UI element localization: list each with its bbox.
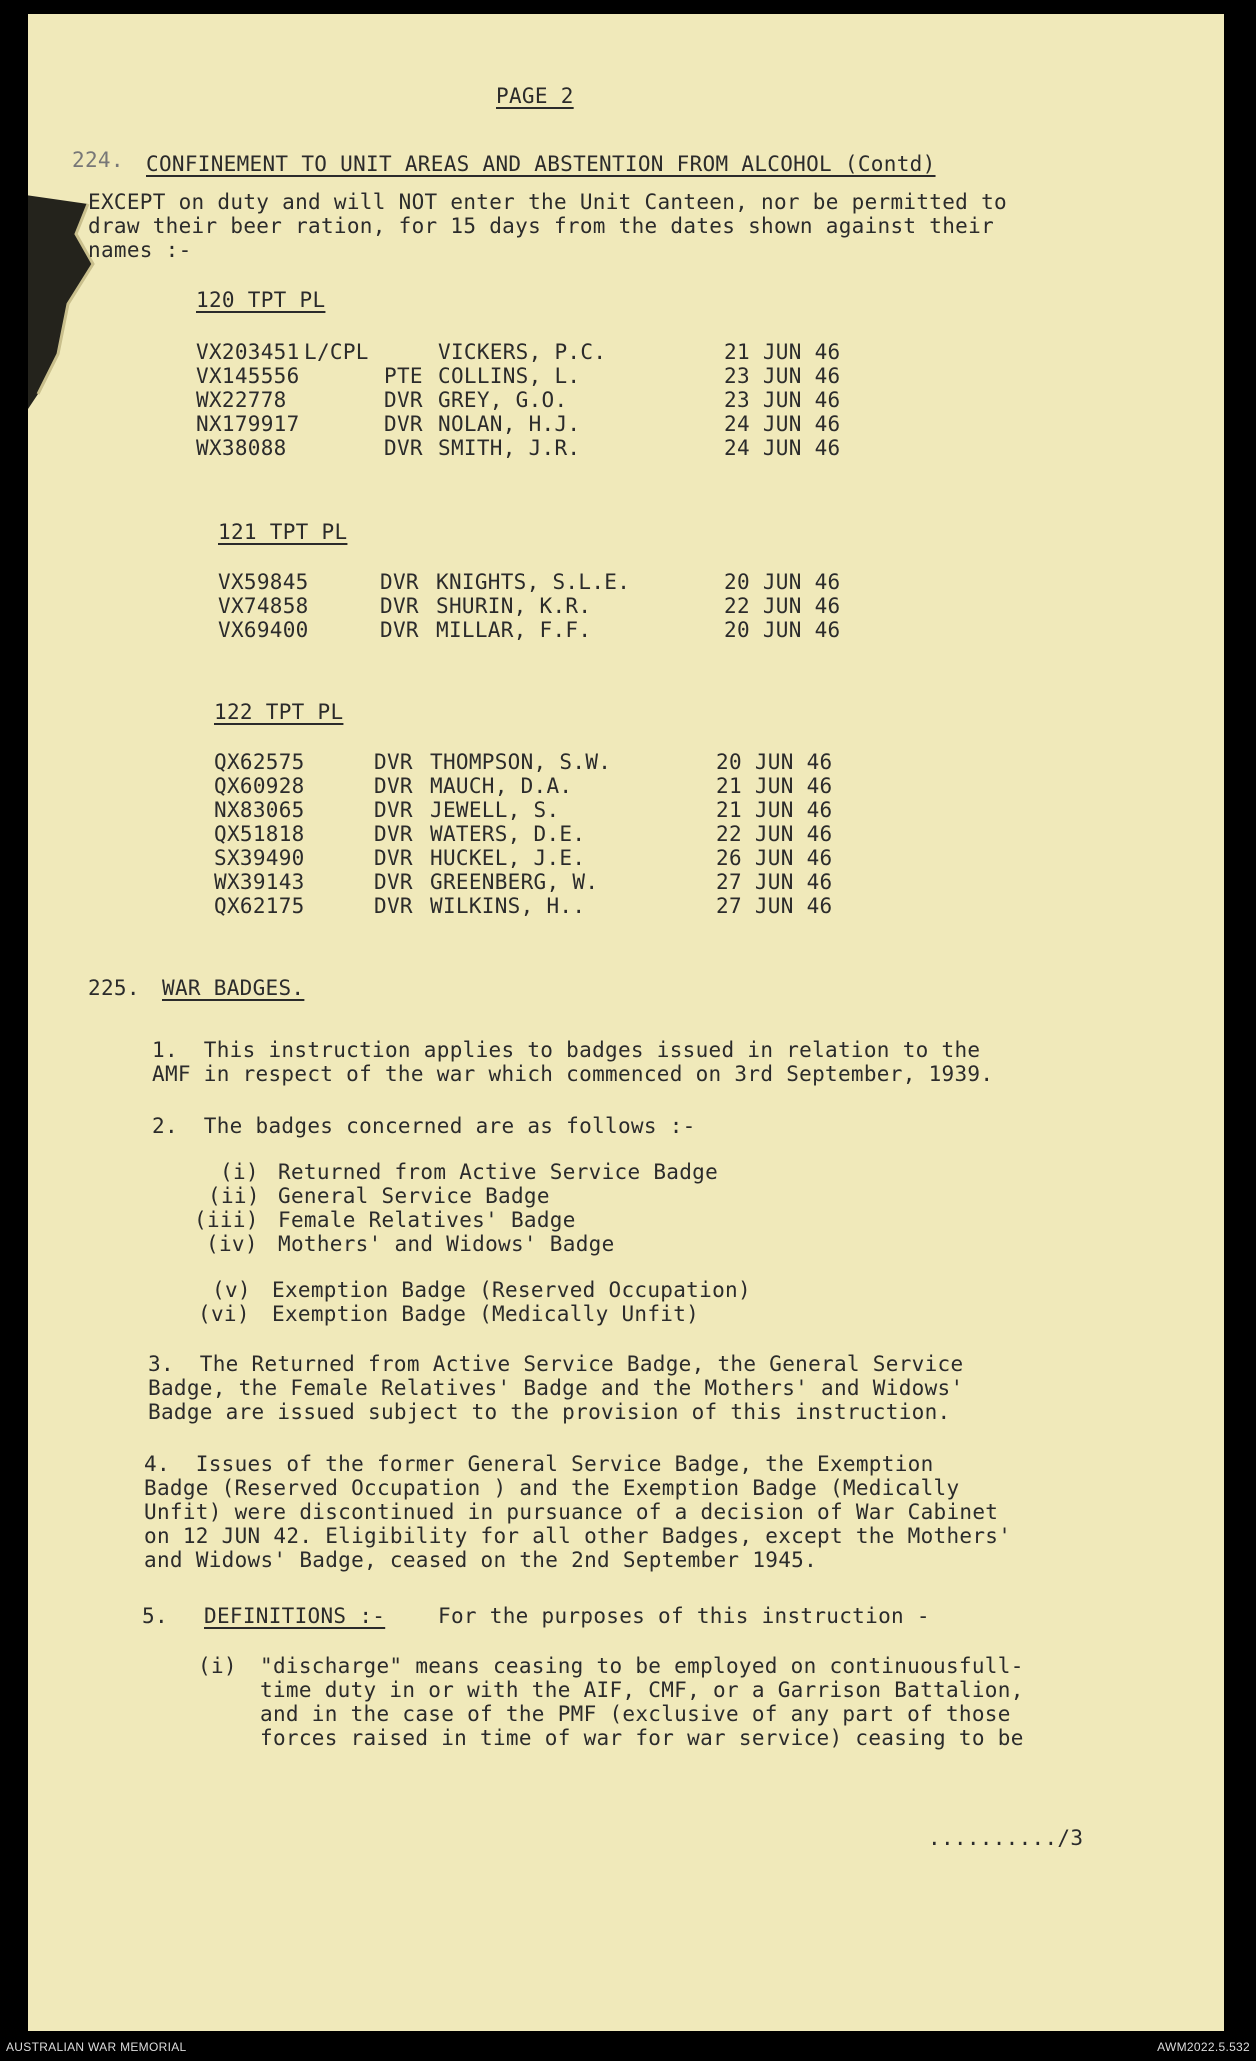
- badge-name: General Service Badge: [278, 1184, 550, 1208]
- definition-number: (i): [198, 1654, 237, 1678]
- paragraph-line: 1. This instruction applies to badges issued in relation to the: [152, 1038, 981, 1062]
- soldier-name: KNIGHTS, S.L.E.: [436, 570, 631, 594]
- badge-number: (v): [212, 1278, 251, 1302]
- rank: DVR: [380, 570, 419, 594]
- intro-line: names :-: [88, 238, 192, 262]
- section-224-number: 224.: [72, 148, 124, 172]
- archive-footer: [0, 2033, 1256, 2061]
- rank: DVR: [374, 894, 413, 918]
- rank: DVR: [374, 774, 413, 798]
- paragraph-number: 5.: [142, 1604, 168, 1628]
- badge-name: Returned from Active Service Badge: [278, 1160, 719, 1184]
- date: 26 JUN 46: [716, 846, 833, 870]
- rank: DVR: [374, 822, 413, 846]
- definitions-label: DEFINITIONS :-: [204, 1604, 386, 1628]
- definition-line: and in the case of the PMF (exclusive of any part of those: [260, 1702, 1011, 1726]
- soldier-name: GREENBERG, W.: [430, 870, 599, 894]
- date: 21 JUN 46: [716, 774, 833, 798]
- date: 24 JUN 46: [724, 436, 841, 460]
- document-page: [28, 14, 1224, 2031]
- service-number: QX62175: [214, 894, 305, 918]
- paragraph-line: 3. The Returned from Active Service Badge, the General Service: [148, 1352, 964, 1376]
- soldier-name: SHURIN, K.R.: [436, 594, 592, 618]
- rank: DVR: [384, 436, 423, 460]
- definition-line: forces raised in time of war for war service) ceasing to be: [260, 1726, 1024, 1750]
- soldier-name: JEWELL, S.: [430, 798, 560, 822]
- date: 23 JUN 46: [724, 364, 841, 388]
- rank: DVR: [380, 618, 419, 642]
- soldier-name: THOMPSON, S.W.: [430, 750, 612, 774]
- service-number: QX60928: [214, 774, 305, 798]
- badge-name: Female Relatives' Badge: [278, 1208, 576, 1232]
- paragraph-line: AMF in respect of the war which commenced on 3rd September, 1939.: [152, 1062, 994, 1086]
- soldier-name: SMITH, J.R.: [438, 436, 581, 460]
- group-heading: 122 TPT PL: [214, 700, 344, 724]
- service-number: NX83065: [214, 798, 305, 822]
- service-number: VX74858: [218, 594, 309, 618]
- service-number: VX145556: [196, 364, 300, 388]
- paragraph-line: Badge (Reserved Occupation ) and the Exemption Badge (Medically: [144, 1476, 960, 1500]
- badge-name: Exemption Badge (Medically Unfit): [272, 1302, 700, 1326]
- rank: DVR: [380, 594, 419, 618]
- date: 22 JUN 46: [724, 594, 841, 618]
- soldier-name: NOLAN, H.J.: [438, 412, 581, 436]
- soldier-name: MAUCH, D.A.: [430, 774, 573, 798]
- paragraph-line: Unfit) were discontinued in pursuance of a decision of War Cabinet: [144, 1500, 999, 1524]
- badge-number: (iii): [194, 1208, 259, 1232]
- intro-line: draw their beer ration, for 15 days from the dates shown against their: [88, 214, 995, 238]
- service-number: NX179917: [196, 412, 300, 436]
- service-number: VX69400: [218, 618, 309, 642]
- date: 23 JUN 46: [724, 388, 841, 412]
- definition-line: time duty in or with the AIF, CMF, or a Garrison Battalion,: [260, 1678, 1024, 1702]
- archive-reference: AWM2022.5.532: [1157, 2040, 1250, 2054]
- archive-name: AUSTRALIAN WAR MEMORIAL: [6, 2040, 187, 2054]
- soldier-name: WATERS, D.E.: [430, 822, 586, 846]
- service-number: WX22778: [196, 388, 287, 412]
- page-header: PAGE 2: [496, 84, 574, 108]
- date: 20 JUN 46: [724, 618, 841, 642]
- badge-number: (vi): [198, 1302, 250, 1326]
- rank: DVR: [374, 750, 413, 774]
- service-number: VX59845: [218, 570, 309, 594]
- continuation-marker: ........../3: [928, 1826, 1084, 1850]
- rank: DVR: [384, 412, 423, 436]
- rank: PTE: [384, 364, 423, 388]
- badge-number: (ii): [208, 1184, 260, 1208]
- rank: L/CPL: [304, 340, 369, 364]
- service-number: VX203451: [196, 340, 300, 364]
- definition-line: "discharge" means ceasing to be employed on continuousfull-: [260, 1654, 1024, 1678]
- soldier-name: COLLINS, L.: [438, 364, 581, 388]
- badge-name: Exemption Badge (Reserved Occupation): [272, 1278, 751, 1302]
- rank: DVR: [374, 798, 413, 822]
- badge-name: Mothers' and Widows' Badge: [278, 1232, 615, 1256]
- paragraph-line: on 12 JUN 42. Eligibility for all other Badges, except the Mothers': [144, 1524, 1012, 1548]
- service-number: WX39143: [214, 870, 305, 894]
- section-224-title: CONFINEMENT TO UNIT AREAS AND ABSTENTION FROM ALCOHOL (Contd): [146, 152, 936, 176]
- date: 27 JUN 46: [716, 894, 833, 918]
- service-number: SX39490: [214, 846, 305, 870]
- soldier-name: MILLAR, F.F.: [436, 618, 592, 642]
- soldier-name: HUCKEL, J.E.: [430, 846, 586, 870]
- date: 22 JUN 46: [716, 822, 833, 846]
- soldier-name: VICKERS, P.C.: [438, 340, 607, 364]
- section-225-number: 225.: [88, 976, 140, 1000]
- group-heading: 120 TPT PL: [196, 288, 326, 312]
- paragraph-line: Badge, the Female Relatives' Badge and the Mothers' and Widows': [148, 1376, 964, 1400]
- rank: DVR: [374, 846, 413, 870]
- badge-number: (i): [220, 1160, 259, 1184]
- soldier-name: WILKINS, H..: [430, 894, 586, 918]
- service-number: QX62575: [214, 750, 305, 774]
- paragraph-line: 4. Issues of the former General Service Badge, the Exemption: [144, 1452, 934, 1476]
- paragraph-line: Badge are issued subject to the provision of this instruction.: [148, 1400, 951, 1424]
- paragraph-line: and Widows' Badge, ceased on the 2nd September 1945.: [144, 1548, 818, 1572]
- service-number: WX38088: [196, 436, 287, 460]
- rank: DVR: [384, 388, 423, 412]
- group-heading: 121 TPT PL: [218, 520, 348, 544]
- rank: DVR: [374, 870, 413, 894]
- intro-line: EXCEPT on duty and will NOT enter the Unit Canteen, nor be permitted to: [88, 190, 1007, 214]
- section-225-title: WAR BADGES.: [162, 976, 305, 1000]
- service-number: QX51818: [214, 822, 305, 846]
- paragraph-text: For the purposes of this instruction -: [438, 1604, 930, 1628]
- date: 20 JUN 46: [716, 750, 833, 774]
- badge-number: (iv): [206, 1232, 258, 1256]
- paragraph-2: 2. The badges concerned are as follows :-: [152, 1114, 696, 1138]
- soldier-name: GREY, G.O.: [438, 388, 568, 412]
- date: 21 JUN 46: [716, 798, 833, 822]
- date: 21 JUN 46: [724, 340, 841, 364]
- date: 27 JUN 46: [716, 870, 833, 894]
- date: 24 JUN 46: [724, 412, 841, 436]
- date: 20 JUN 46: [724, 570, 841, 594]
